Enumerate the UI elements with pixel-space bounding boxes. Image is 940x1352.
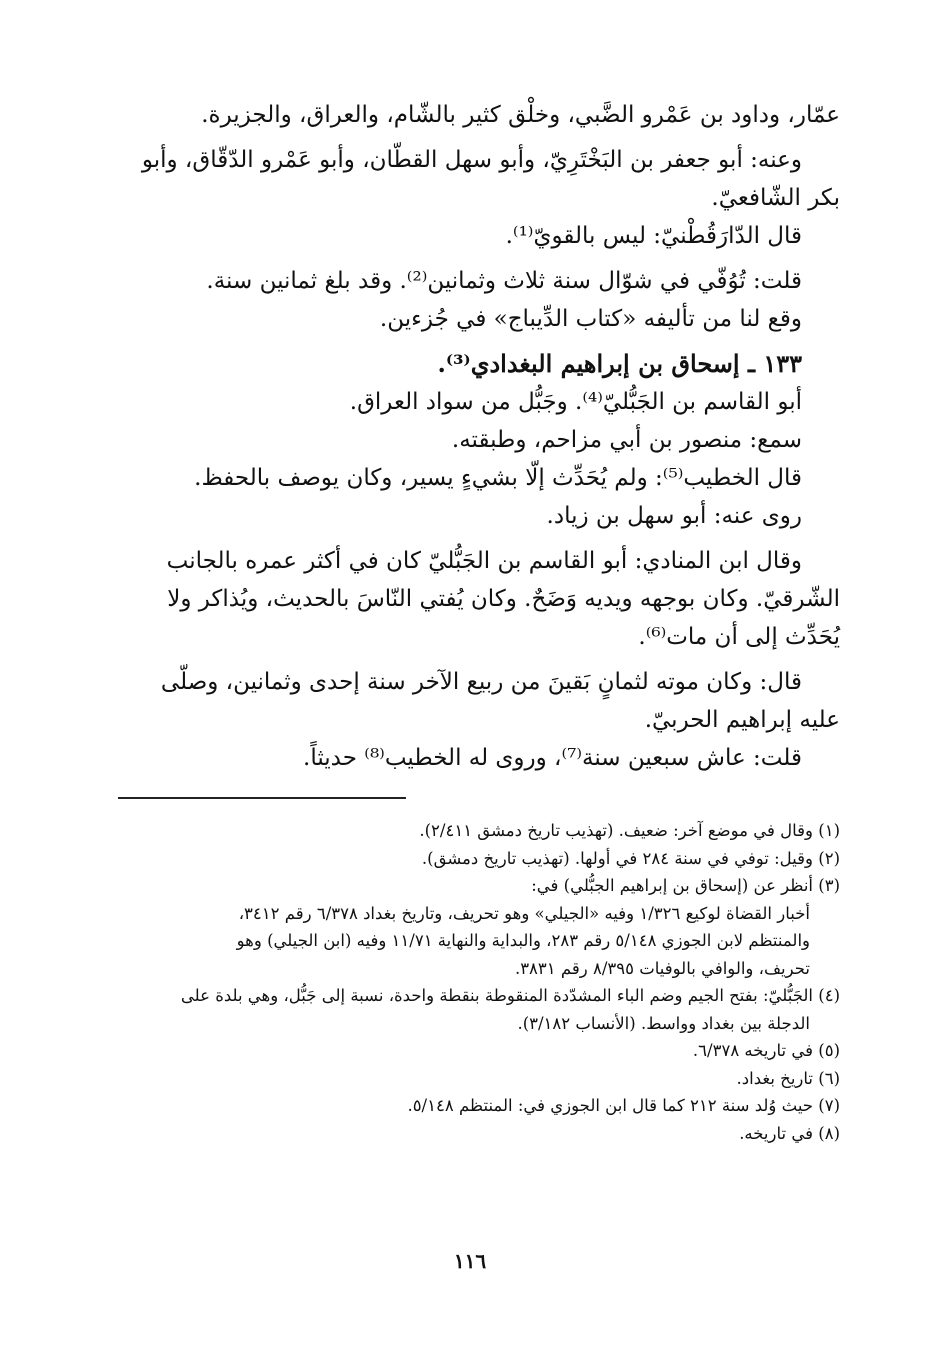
- footnote-line: تحريف، والوافي بالوفيات ٨/٣٩٥ رقم ٣٨٣١.: [514, 958, 810, 978]
- page-number: ١١٦: [453, 1249, 487, 1273]
- footnote-line: (١) وقال في موضع آخر: ضعيف. (تهذيب تاريخ دمشق ٢/٤١١).: [419, 821, 840, 840]
- text-line: قال الخطيب⁽⁵⁾: ولم يُحَدِّث إلّا بشيءٍ يسير، وكان يوصف بالحفظ.: [194, 465, 802, 491]
- footnote-line: (٧) حيث وُلد سنة ٢١٢ كما قال ابن الجوزي في: المنتظم ٥/١٤٨.: [407, 1096, 840, 1115]
- text-line: عمّار، وداود بن عَمْرو الضَّبي، وخلْق كثير بالشّام، والعراق، والجزيرة.: [201, 102, 840, 128]
- footnote-line: (٥) في تاريخه ٦/٣٧٨.: [692, 1041, 840, 1060]
- book-page: [118, 96, 840, 1147]
- footnote-line: (٦) تاريخ بغداد.: [736, 1068, 840, 1088]
- text-line: يُحَدِّث إلى أن مات⁽⁶⁾.: [638, 624, 840, 650]
- main-text: [118, 96, 840, 777]
- footnote-line: الدجلة بين بغداد وواسط. (الأنساب ٣/١٨٢).: [517, 1013, 810, 1033]
- text-line: سمع: منصور بن أبي مزاحم، وطبقته.: [451, 427, 802, 453]
- text-line: الشّرقيّ. وكان بوجهه ويديه وَضَحٌ. وكان يُفتي النّاسَ بالحديث، ويُذاكر ولا: [167, 586, 840, 612]
- entry-heading: ١٣٣ ـ إسحاق بن إبراهيم البغدادي⁽³⁾.: [437, 349, 802, 378]
- footnote-line: والمنتظم لابن الجوزي ٥/١٤٨ رقم ٢٨٣، والبداية والنهاية ١١/٧١ وفيه (ابن الجيلي) وهو: [236, 931, 810, 950]
- text-line: قلت: تُوُفّي في شوّال سنة ثلاث وثمانين⁽²⁾. وقد بلغ ثمانين سنة.: [206, 268, 802, 294]
- footnote-line: (٤) الجَبُّليّ: بفتح الجيم وضم الباء المشدّدة المنقوطة بنقطة واحدة، نسبة إلى جَبُّل، وهي بلدة على: [180, 986, 840, 1005]
- text-line: وقع لنا من تأليفه «كتاب الدِّيباج» في جُزءين.: [379, 306, 802, 332]
- footnote-line: (٣) أنظر عن (إسحاق بن إبراهيم الجبُّلي) في:: [531, 876, 840, 895]
- text-line: روى عنه: أبو سهل بن زياد.: [546, 503, 802, 529]
- text-line: وقال ابن المنادي: أبو القاسم بن الجَبُّليّ كان في أكثر عمره بالجانب: [166, 548, 802, 574]
- text-line: بكر الشّافعيّ.: [711, 185, 840, 211]
- footnote-line: (٨) في تاريخه.: [739, 1123, 840, 1143]
- text-line: وعنه: أبو جعفر بن البَخْتَرِيّ، وأبو سهل القطّان، وأبو عَمْرو الدّقّاق، وأبو: [141, 147, 802, 173]
- footnote-line: أخبار القضاة لوكيع ١/٣٢٦ وفيه «الجيلي» وهو تحريف، وتاريخ بغداد ٦/٣٧٨ رقم ٣٤١٢،: [238, 903, 810, 923]
- footnote-divider: [118, 797, 406, 799]
- text-line: قال الدّارَقُطْنيّ: ليس بالقويّ⁽¹⁾.: [505, 223, 802, 249]
- text-line: عليه إبراهيم الحربيّ.: [644, 707, 840, 733]
- text-line: أبو القاسم بن الجَبُّليّ⁽⁴⁾. وجَبُّل من سواد العراق.: [349, 389, 802, 415]
- text-line: قلت: عاش سبعين سنة⁽⁷⁾، وروى له الخطيب⁽⁸⁾ حديثاً.: [303, 745, 802, 771]
- text-line: قال: وكان موته لثمانٍ بَقينَ من ربيع الآخر سنة إحدى وثمانين، وصلّى: [160, 669, 802, 695]
- footnote-line: (٢) وقيل: توفي في سنة ٢٨٤ في أولها. (تهذيب تاريخ دمشق).: [421, 848, 840, 868]
- footnotes: [118, 817, 840, 1147]
